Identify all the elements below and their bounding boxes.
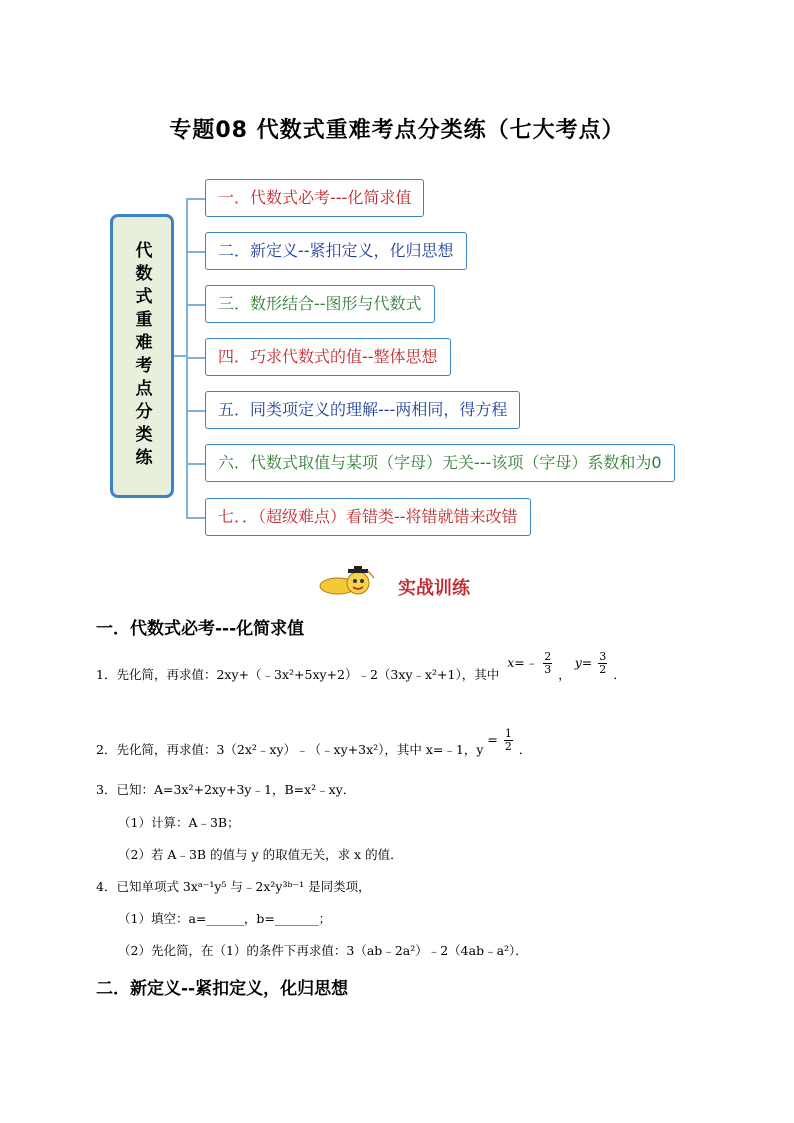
mindmap-root bbox=[110, 214, 174, 498]
mindmap-root-label: 代数式重难考点分类练 bbox=[131, 241, 152, 471]
branch-link-4 bbox=[186, 357, 205, 359]
q1-y-denominator: 2 bbox=[599, 663, 607, 676]
q1-y-numerator: 3 bbox=[599, 650, 607, 663]
page-title: 专题08 代数式重难考点分类练（七大考点） bbox=[169, 118, 625, 143]
branch-link-1 bbox=[186, 198, 205, 200]
q2-text: 2．先化简，再求值：3（2x²﹣xy）﹣（﹣xy+3x²），其中 x=﹣1，y bbox=[96, 742, 484, 757]
question-3-stem: 3．已知：A=3x²+2xy+3y﹣1，B=x²﹣xy． bbox=[96, 782, 356, 797]
question-4-stem: 4．已知单项式 3xᵃ⁻¹y⁵ 与﹣2x²y³ᵇ⁻¹ 是同类项， bbox=[96, 879, 371, 894]
q2-equals: = bbox=[487, 732, 498, 747]
mindmap-branch-1: 一．代数式必考---化简求值 bbox=[205, 179, 424, 217]
section-2-heading: 二．新定义--紧扣定义，化归思想 bbox=[96, 979, 349, 999]
question-1 bbox=[96, 650, 626, 688]
q1-x-numerator: 2 bbox=[544, 650, 552, 663]
question-3-part-2: （2）若 A﹣3B 的值与 y 的取值无关，求 x 的值． bbox=[118, 847, 403, 862]
question-2 bbox=[96, 727, 532, 763]
q2-numerator: 1 bbox=[504, 727, 512, 740]
question-3-part-1: （1）计算：A﹣3B； bbox=[118, 815, 240, 830]
mindmap-branch-7: 七．．（超级难点）看错类--将错就错来改错 bbox=[205, 498, 531, 536]
mindmap-trunk-line bbox=[174, 355, 186, 357]
question-4-part-1: （1）填空：a=______，b=_______； bbox=[118, 911, 332, 926]
training-label: 实战训练 bbox=[398, 578, 470, 599]
branch-link-7 bbox=[186, 517, 205, 519]
mindmap-branch-4: 四．巧求代数式的值--整体思想 bbox=[205, 338, 451, 376]
q1-separator: ， bbox=[558, 667, 571, 682]
question-4-part-2: （2）先化简，在（1）的条件下再求值：3（ab﹣2a²）﹣2（4ab﹣a²）． bbox=[118, 943, 528, 958]
q1-expression: 2xy+（﹣3x²+5xy+2）﹣2（3xy﹣x²+1），其中 bbox=[216, 667, 500, 682]
q1-cond-y: y= bbox=[574, 655, 593, 670]
q1-x-denominator: 3 bbox=[544, 663, 552, 676]
q1-end: ． bbox=[613, 667, 626, 682]
q1-cond-x: x=﹣ bbox=[507, 655, 538, 670]
branch-link-5 bbox=[186, 410, 205, 412]
q2-denominator: 2 bbox=[504, 740, 512, 753]
mascot-icon bbox=[318, 566, 384, 600]
branch-link-2 bbox=[186, 251, 205, 253]
q1-prefix: 1．先化简，再求值： bbox=[96, 667, 217, 682]
branch-link-6 bbox=[186, 463, 205, 465]
mindmap-branch-2: 二．新定义--紧扣定义，化归思想 bbox=[205, 232, 467, 270]
mindmap-branch-6: 六．代数式取值与某项（字母）无关---该项（字母）系数和为0 bbox=[205, 444, 675, 482]
section-1-heading: 一．代数式必考---化简求值 bbox=[96, 619, 305, 639]
branch-link-3 bbox=[186, 304, 205, 306]
mindmap-branch-3: 三．数形结合--图形与代数式 bbox=[205, 285, 435, 323]
q2-end: ． bbox=[518, 742, 532, 757]
mindmap-branch-5: 五．同类项定义的理解---两相同，得方程 bbox=[205, 391, 520, 429]
